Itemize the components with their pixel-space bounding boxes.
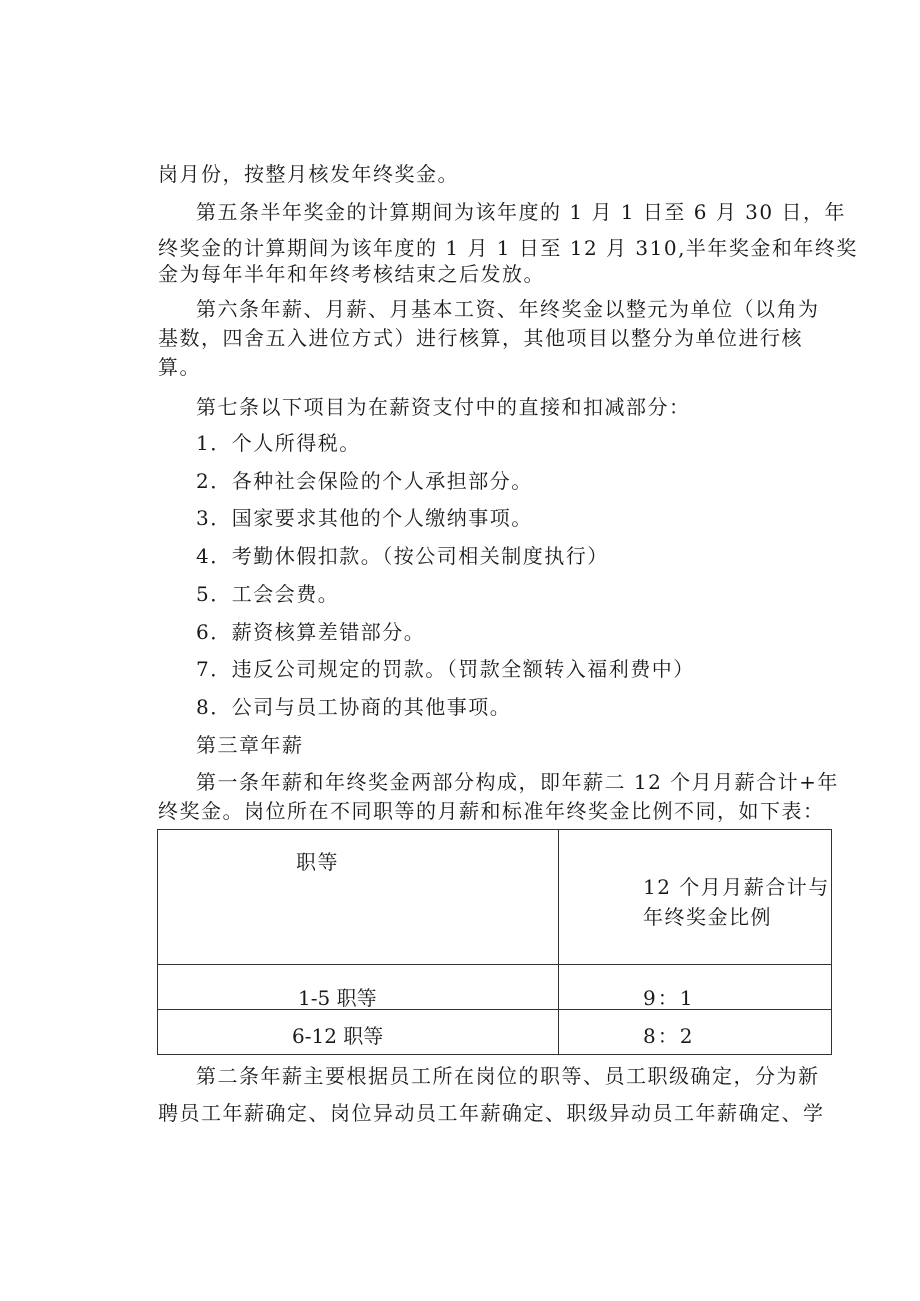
list-item: 1．个人所得税。 bbox=[196, 431, 361, 455]
list-item: 3．国家要求其他的个人缴纳事项。 bbox=[196, 506, 533, 530]
grade-cell: 6-12 职等 bbox=[292, 1024, 384, 1048]
paragraph-line: 岗月份，按整月核发年终奖金。 bbox=[158, 162, 459, 186]
list-item: 8．公司与员工协商的其他事项。 bbox=[196, 695, 512, 719]
paragraph-line: 第七条以下项目为在薪资支付中的直接和扣减部分： bbox=[196, 395, 691, 419]
table-row bbox=[559, 965, 832, 1010]
paragraph-line: 第二条年薪主要根据员工所在岗位的职等、员工职级确定，分为新 bbox=[196, 1064, 820, 1088]
paragraph-line: 基数，四舍五入进位方式）进行核算，其他项目以整分为单位进行核 bbox=[158, 326, 803, 350]
list-item: 2．各种社会保险的个人承担部分。 bbox=[196, 469, 533, 493]
table-header-cell bbox=[158, 830, 559, 965]
table-row bbox=[559, 1010, 832, 1055]
chapter-heading: 第三章年薪 bbox=[196, 733, 304, 757]
header-ratio-line1: 12 个月月薪合计与 bbox=[643, 875, 830, 899]
table-row bbox=[158, 965, 559, 1010]
paragraph-line: 第五条半年奖金的计算期间为该年度的 1 月 1 日至 6 月 30 日，年 bbox=[196, 200, 846, 224]
list-item: 6．薪资核算差错部分。 bbox=[196, 620, 426, 644]
list-item: 4．考勤休假扣款。（按公司相关制度执行） bbox=[196, 544, 609, 568]
paragraph-line: 第六条年薪、月薪、月基本工资、年终奖金以整元为单位（以角为 bbox=[196, 297, 820, 321]
ratio-cell: 9：1 bbox=[643, 986, 695, 1010]
header-grade: 职等 bbox=[296, 850, 339, 874]
list-item: 5．工会会费。 bbox=[196, 582, 340, 606]
paragraph-line: 金为每年半年和年终考核结束之后发放。 bbox=[158, 262, 545, 286]
paragraph-line: 第一条年薪和年终奖金两部分构成，即年薪二 12 个月月薪合计+年 bbox=[196, 770, 839, 794]
paragraph-line: 聘员工年薪确定、岗位异动员工年薪确定、职级异动员工年薪确定、学 bbox=[158, 1101, 825, 1125]
table-header-cell bbox=[559, 830, 832, 965]
table-row bbox=[158, 1010, 559, 1055]
paragraph-line: 终奖金。岗位所在不同职等的月薪和标准年终奖金比例不同，如下表： bbox=[158, 799, 825, 823]
list-item: 7．违反公司规定的罚款。（罚款全额转入福利费中） bbox=[196, 657, 695, 681]
paragraph-line: 终奖金的计算期间为该年度的 1 月 1 日至 12 月 310,半年奖金和年终奖 bbox=[158, 236, 858, 260]
paragraph-line: 算。 bbox=[158, 355, 201, 379]
header-ratio-line2: 年终奖金比例 bbox=[643, 905, 772, 929]
ratio-cell: 8：2 bbox=[643, 1024, 695, 1048]
grade-ratio-table bbox=[157, 829, 832, 1055]
grade-cell: 1-5 职等 bbox=[298, 986, 377, 1010]
